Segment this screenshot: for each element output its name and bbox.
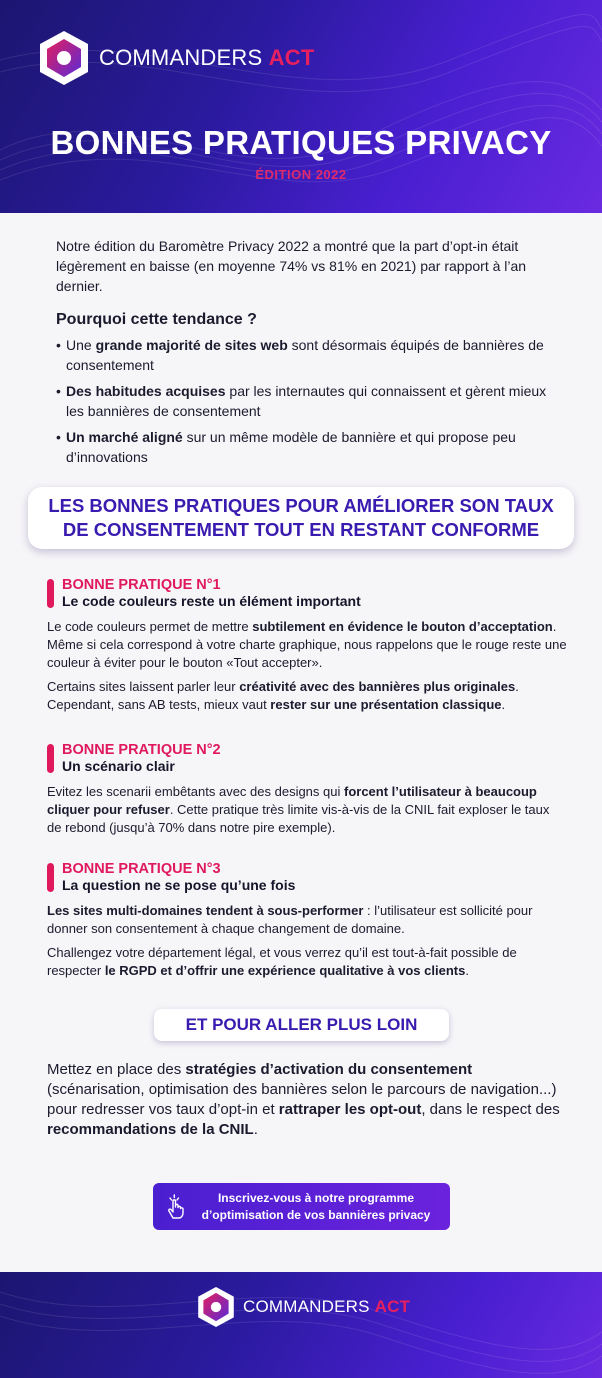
accent-bar <box>47 744 54 773</box>
practice-label: BONNE PRATIQUE N°2 <box>62 742 221 758</box>
practice-2 <box>47 742 567 837</box>
header-logo <box>37 29 314 87</box>
list-item: • Des habitudes acquises par les internautes qui connaissent et gèrent mieux les bannières de consentement <box>56 381 556 421</box>
list-item: • Une grande majorité de sites web sont désormais équipés de bannières de consentement <box>56 335 556 375</box>
practice-heading: Un scénario clair <box>62 758 175 774</box>
practice-label: BONNE PRATIQUE N°3 <box>62 861 221 877</box>
more-heading: ET POUR ALLER PLUS LOIN <box>154 1009 449 1041</box>
edition-subtitle: ÉDITION 2022 <box>255 167 347 182</box>
practice-heading: La question ne se pose qu’une fois <box>62 877 296 893</box>
practice-3 <box>47 861 567 980</box>
practice-paragraph: Les sites multi-domaines tendent à sous-performer : l’utilisateur est sollicité pour donner son consentement à chaque changement de domaine. <box>47 903 533 936</box>
practice-heading: Le code couleurs reste un élément important <box>62 593 361 609</box>
list-item: • Un marché aligné sur un même modèle de bannière et qui propose peu d’innovations <box>56 427 556 467</box>
accent-bar <box>47 579 54 608</box>
page-title: BONNES PRATIQUES PRIVACY <box>50 124 552 161</box>
accent-bar <box>47 863 54 892</box>
intro-question: Pourquoi cette tendance ? <box>56 311 257 328</box>
hand-tap-icon <box>161 1192 191 1222</box>
section-banner <box>28 487 574 549</box>
practice-paragraph: Challengez votre département légal, et vous verrez qu’il est tout-à-fait possible de respecter le RGPD et d’offrir une expérience qualitative à vos clients. <box>47 945 517 978</box>
footer-banner <box>0 1272 602 1378</box>
practice-label: BONNE PRATIQUE N°1 <box>62 577 221 593</box>
reasons-list <box>56 335 556 473</box>
banner-line-2: DE CONSENTEMENT TOUT EN RESTANT CONFORME <box>62 519 540 540</box>
signup-cta-button[interactable] <box>153 1183 450 1230</box>
brand-wordmark: COMMANDERS ACT <box>243 1297 411 1316</box>
cta-line-2: d’optimisation de vos bannières privacy <box>201 1207 431 1222</box>
more-paragraph: Mettez en place des stratégies d’activation du consentement (scénarisation, optimisation des bannières selon le parcours de navigation...) pour redresser vos taux d’opt-in et rattraper les opt-out, dans le respect des recommandations de la CNIL. <box>47 1061 560 1138</box>
brand-logo-icon <box>196 1285 236 1329</box>
cta-label <box>191 1190 441 1224</box>
cta-line-1: Inscrivez-vous à notre programme <box>217 1190 415 1205</box>
practice-1 <box>47 577 567 714</box>
practice-paragraph: Evitez les scenarii embêtants avec des designs qui forcent l’utilisateur à beaucoup cliquer pour refuser. Cette pratique très limite vis-à-vis de la CNIL fait exploser le taux de rebond (jusqu’à 70% dans notre pire exemple). <box>47 784 550 835</box>
practice-paragraph: Le code couleurs permet de mettre subtilement en évidence le bouton d’acceptation. Même si cela correspond à votre charte graphique, nous rappelons que le rouge reste une couleur à éviter pour le bouton «Tout accepter». <box>47 619 567 670</box>
banner-line-1: LES BONNES PRATIQUES POUR AMÉLIORER SON TAUX <box>48 495 554 516</box>
intro-text: Notre édition du Baromètre Privacy 2022 a montré que la part d’opt-in était légèrement en baisse (en moyenne 74% vs 81% en 2021) par rapport à l’an dernier. <box>56 238 527 294</box>
brand-logo-icon <box>37 29 91 87</box>
practice-paragraph: Certains sites laissent parler leur créativité avec des bannières plus originales. Cependant, sans AB tests, mieux vaut rester sur une présentation classique. <box>47 679 519 712</box>
header-banner <box>0 0 602 213</box>
brand-wordmark: COMMANDERS ACT <box>99 45 315 70</box>
footer-logo <box>196 1285 410 1329</box>
